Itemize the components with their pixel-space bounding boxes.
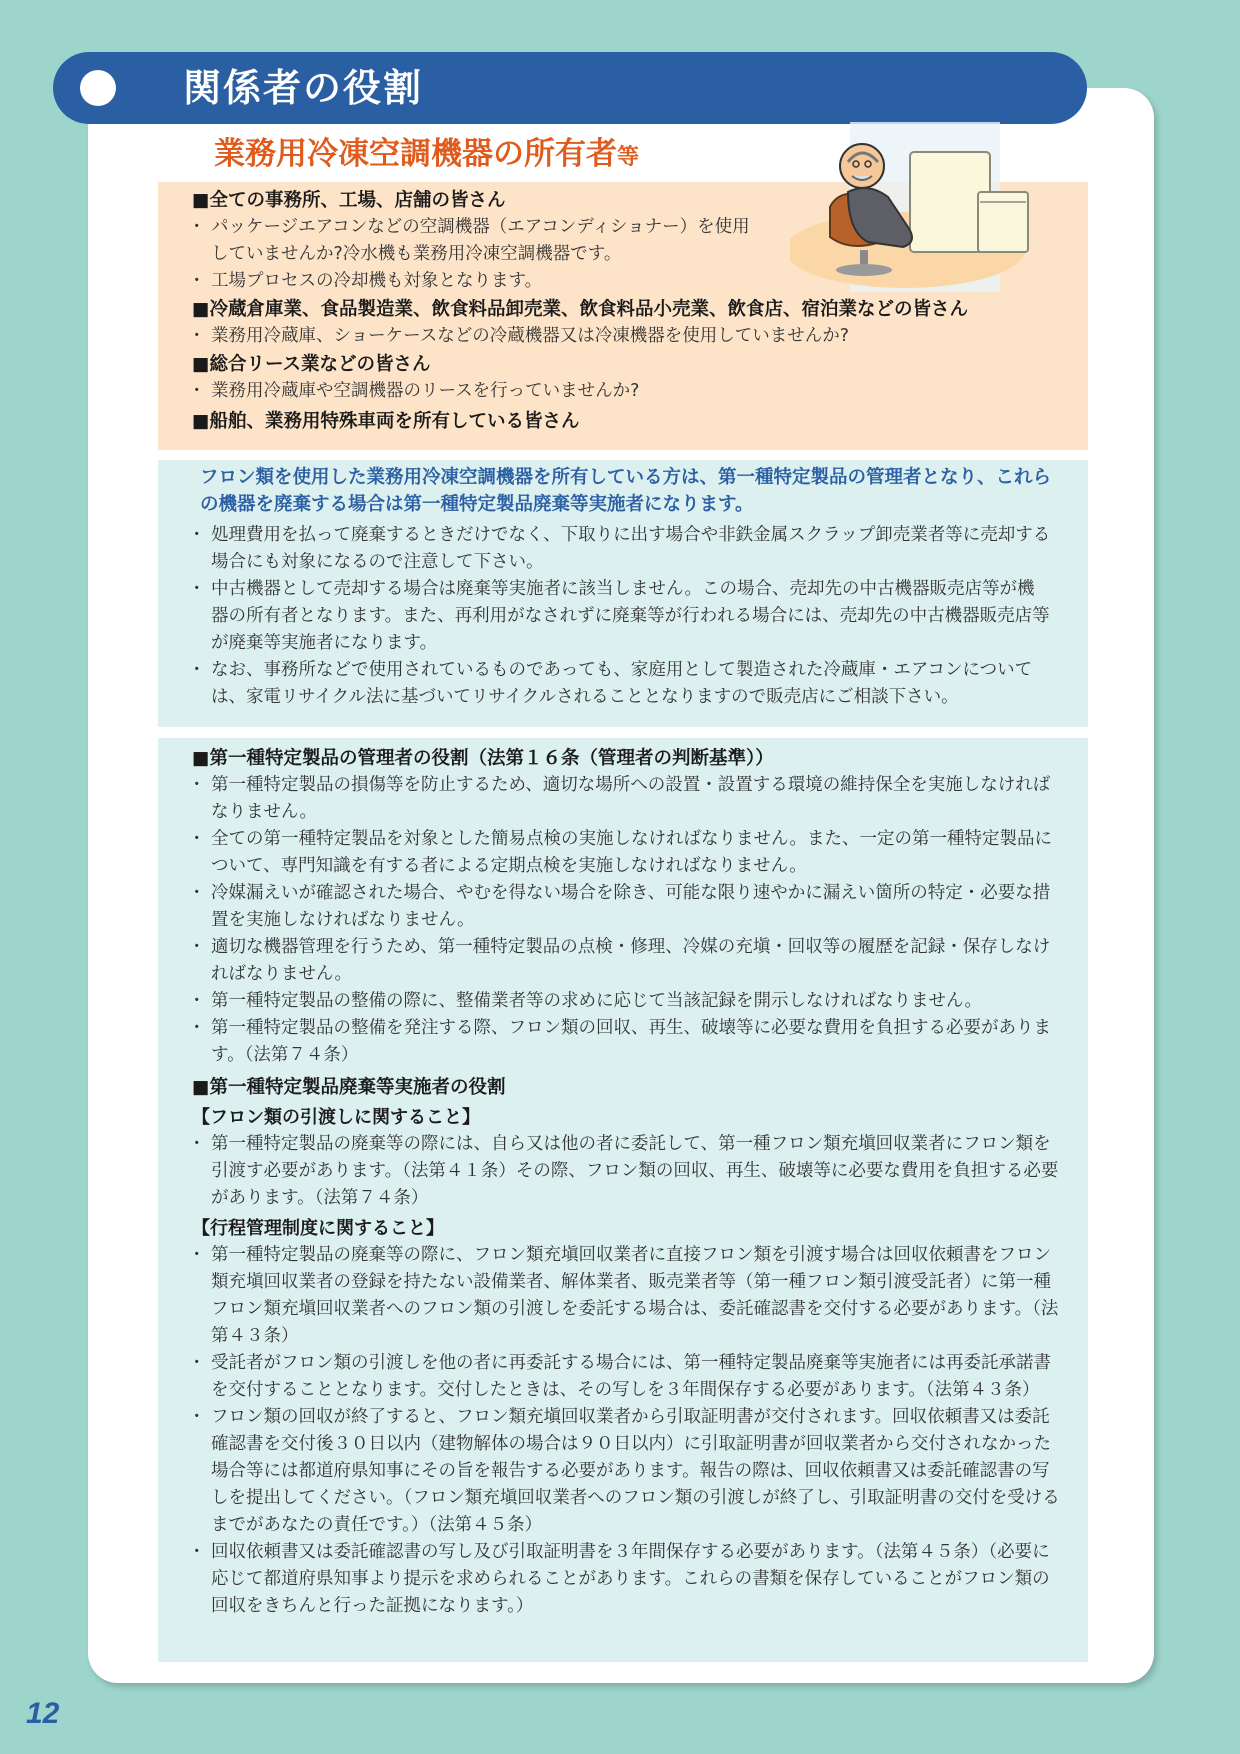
- list-item: ・ 回収依頼書又は委託確認書の写し及び引取証明書を３年間保存する必要があります。（法第４５条）（必要に応じて都道府県知事より提示を求められることがあります。これらの書類を保存していることがフロン類の回収をきちんと行った証拠になります。）: [192, 1539, 1062, 1620]
- owners-heading-main: 業務用冷凍空調機器の所有者: [214, 136, 617, 172]
- owners-heading-suffix: 等: [617, 145, 640, 170]
- list-item: ・ 第一種特定製品の損傷等を防止するため、適切な場所への設置・設置する環境の維持保全を実施しなければなりません。: [192, 772, 1062, 826]
- bullet-dot-icon: [80, 70, 116, 106]
- notice-content: [200, 464, 1052, 711]
- list-item: ・ 受託者がフロン類の引渡しを他の者に再委託する場合には、第一種特定製品廃棄等実施者には再委託承諾書を交付することとなります。交付したときは、その写しを３年間保存する必要があります。（法第４３条）: [192, 1350, 1062, 1404]
- list-item: ・ 適切な機器管理を行うため、第一種特定製品の点検・修理、冷媒の充塡・回収等の履歴を記録・保存しなければなりません。: [192, 934, 1062, 988]
- list-item: ・ 第一種特定製品の廃棄等の際に、フロン類充塡回収業者に直接フロン類を引渡す場合は回収依頼書をフロン類充塡回収業者の登録を持たない設備業者、解体業者、販売業者等（第一種フロン類引渡受託者）に第一種フロン類充塡回収業者へのフロン類の引渡しを委託する場合は、委託確認書を交付する必要があります。（法第４３条）: [192, 1242, 1062, 1350]
- notice-lead: フロン類を使用した業務用冷凍空調機器を所有している方は、第一種特定製品の管理者となり、これらの機器を廃棄する場合は第一種特定製品廃棄等実施者になります。: [200, 467, 1052, 515]
- targets-heading-lease: ■総合リース業などの皆さん: [192, 354, 431, 375]
- list-item: ・ 全ての第一種特定製品を対象とした簡易点検の実施しなければなりません。また、一定の第一種特定製品について、専門知識を有する者による定期点検を実施しなければなりません。: [192, 826, 1062, 880]
- list-item: ・ 業務用冷蔵庫や空調機器のリースを行っていませんか?: [192, 378, 1062, 405]
- list-item: ・ 中古機器として売却する場合は廃棄等実施者に該当しません。この場合、売却先の中古機器販売店等が機器の所有者となります。また、再利用がなされずに廃棄等が行われる場合には、売却先の中古機器販売店等が廃棄等実施者になります。: [192, 576, 1052, 657]
- list-item: ・ フロン類の回収が終了すると、フロン類充塡回収業者から引取証明書が交付されます。回収依頼書又は委託確認書を交付後３０日以内（建物解体の場合は９０日以内）に引取証明書が回収業者から交付されなかった場合等には都道府県知事にその旨を報告する必要があります。報告の際は、回収依頼書又は委託確認書の写しを提出してください。（フロン類充塡回収業者へのフロン類の引渡しが終了し、引取証明書の交付を受けるまでがあなたの責任です。）（法第４５条）: [192, 1404, 1062, 1539]
- owners-heading: [214, 134, 639, 178]
- manager-heading: ■第一種特定製品の管理者の役割（法第１６条（管理者の判断基準））: [192, 748, 774, 769]
- list-item: ・ 第一種特定製品の整備の際に、整備業者等の求めに応じて当該記録を開示しなければなりません。: [192, 988, 1062, 1015]
- targets-content: [192, 186, 1062, 435]
- page-title: 関係者の役割: [183, 66, 424, 110]
- disposer-subheading-transfer: 【フロン類の引渡しに関すること】: [192, 1107, 480, 1128]
- list-item: ・ 業務用冷蔵庫、ショーケースなどの冷蔵機器又は冷凍機器を使用していませんか?: [192, 323, 1062, 350]
- list-item: ・ なお、事務所などで使用されているものであっても、家庭用として製造された冷蔵庫・エアコンについては、家電リサイクル法に基づいてリサイクルされることとなりますので販売店にご相談下さい。: [192, 657, 1052, 711]
- roles-content: [192, 746, 1062, 1620]
- list-item: ・ 第一種特定製品の整備を発注する際、フロン類の回収、再生、破壊等に必要な費用を負担する必要があります。（法第７４条）: [192, 1015, 1062, 1069]
- list-item: ・ 第一種特定製品の廃棄等の際には、自ら又は他の者に委託して、第一種フロン類充塡回収業者にフロン類を引渡す必要があります。（法第４１条）その際、フロン類の回収、再生、破壊等に必要な費用を負担する必要があります。（法第７４条）: [192, 1131, 1062, 1212]
- page-number: 12: [26, 1697, 60, 1730]
- list-item: ・ 冷媒漏えいが確認された場合、やむを得ない場合を除き、可能な限り速やかに漏えい箇所の特定・必要な措置を実施しなければなりません。: [192, 880, 1062, 934]
- section-banner: [53, 52, 1087, 124]
- targets-heading-ships: ■船舶、業務用特殊車両を所有している皆さん: [192, 411, 580, 432]
- disposer-subheading-process: 【行程管理制度に関すること】: [192, 1218, 444, 1239]
- targets-heading-food: ■冷蔵倉庫業、食品製造業、飲食料品卸売業、飲食料品小売業、飲食店、宿泊業などの皆さん: [192, 299, 968, 320]
- list-item: ・ 処理費用を払って廃棄するときだけでなく、下取りに出す場合や非鉄金属スクラップ卸売業者等に売却する場合にも対象になるので注意して下さい。: [192, 522, 1052, 576]
- targets-heading-offices: ■全ての事務所、工場、店舗の皆さん: [192, 190, 506, 211]
- disposer-heading: ■第一種特定製品廃棄等実施者の役割: [192, 1077, 506, 1098]
- list-item: ・ パッケージエアコンなどの空調機器（エアコンディショナー）を使用していませんか?冷水機も業務用冷凍空調機器です。: [192, 214, 752, 268]
- list-item: ・ 工場プロセスの冷却機も対象となります。: [192, 268, 1062, 295]
